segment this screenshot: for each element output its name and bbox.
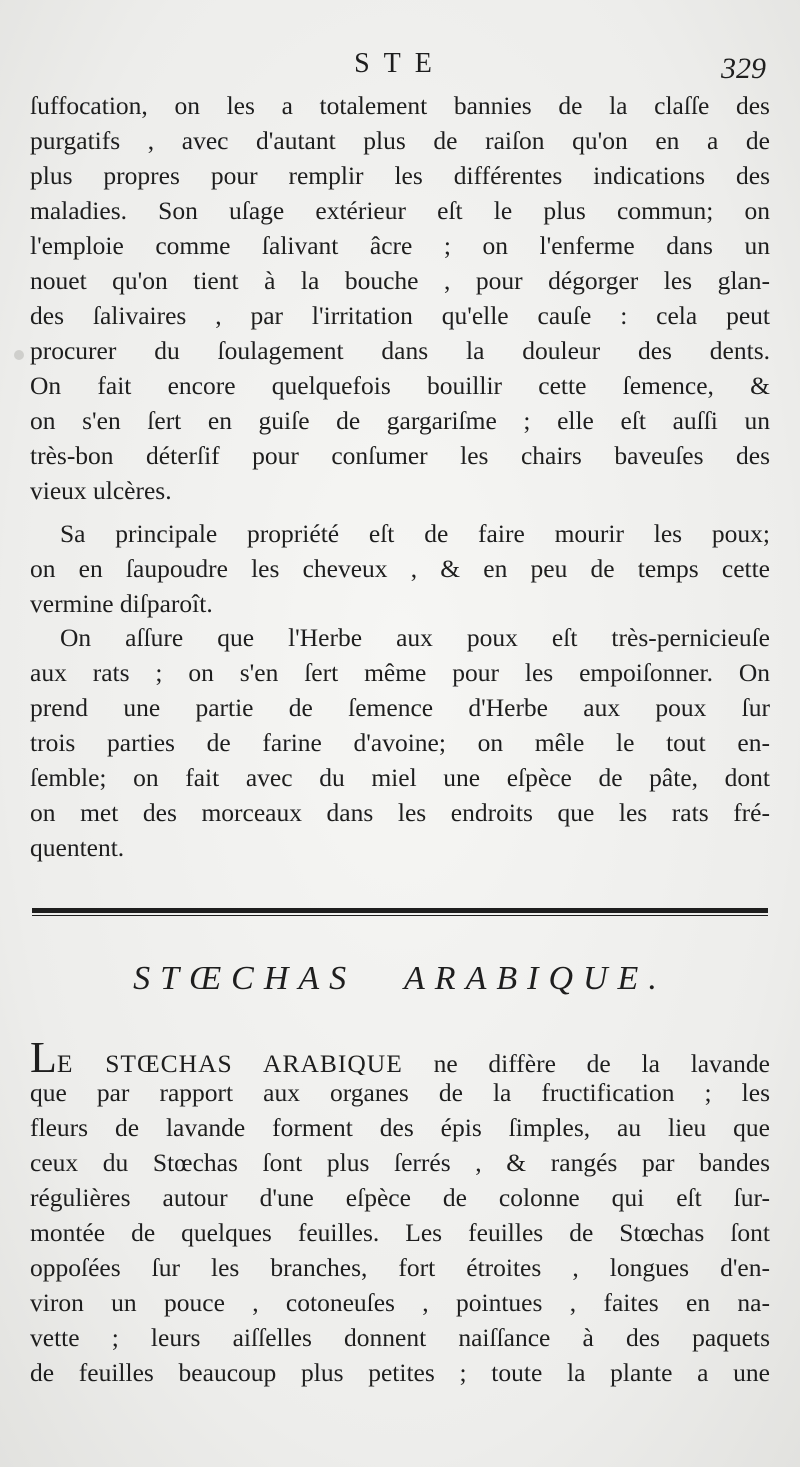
running-head-word: STE [354, 48, 446, 79]
text-line: On aſſure que l'Herbe aux poux eſt très-pernicieuſe [60, 623, 770, 652]
text-line: de feuilles beaucoup plus petites ; toute la plante a une [30, 1358, 770, 1387]
text-line: fleurs de lavande forment des épis ſimples, au lieu que [30, 1113, 770, 1142]
text-line: plus propres pour remplir les différentes indications des [30, 161, 770, 190]
drop-letter: L [30, 1040, 57, 1075]
section-heading: STŒCHAS ARABIQUE. [133, 960, 667, 997]
text-line: ſemble; on fait avec du miel une eſpèce de pâte, dont [30, 763, 770, 792]
text-line-first [30, 1040, 770, 1075]
text-line: ceux du Stœchas ſont plus ſerrés , & rangés par bandes [30, 1148, 770, 1177]
section-divider-rule [32, 908, 768, 913]
text-line: des ſalivaires , par l'irritation qu'elle cauſe : cela peut [30, 301, 770, 330]
text-line: l'emploie comme ſalivant âcre ; on l'enferme dans un [30, 231, 770, 260]
text-line: on en ſaupoudre les cheveux , & en peu de temps cette [30, 554, 770, 583]
text-line: prend une partie de ſemence d'Herbe aux poux ſur [30, 693, 770, 722]
text-line: régulières autour d'une eſpèce de colonne qui eſt ſur- [30, 1183, 770, 1212]
text-line: procurer du ſoulagement dans la douleur des dents. [30, 336, 770, 365]
text-line: purgatifs , avec d'autant plus de raiſon qu'on en a de [30, 126, 770, 155]
paragraph-1 [30, 88, 770, 508]
text-line: oppoſées ſur les branches, fort étroites , longues d'en- [30, 1253, 770, 1282]
running-head [0, 46, 800, 86]
paragraph-4 [30, 1040, 770, 1390]
paragraph-2 [30, 516, 770, 621]
text-line: on s'en ſert en guiſe de gargariſme ; elle eſt auſſi un [30, 406, 770, 435]
text-line: très-bon déterſif pour conſumer les chairs baveuſes des [30, 441, 770, 470]
text-line: maladies. Son uſage extérieur eſt le plus commun; on [30, 196, 770, 225]
page-number: 329 [721, 52, 766, 85]
text-run: ne diffère de la lavande [402, 1049, 770, 1075]
paragraph-3 [30, 620, 770, 865]
text-line: aux rats ; on s'en ſert même pour les empoiſonner. On [30, 658, 770, 687]
entry-title-caps: E STŒCHAS ARABIQUE [56, 1049, 403, 1075]
text-line: montée de quelques feuilles. Les feuilles de Stœchas ſont [30, 1218, 770, 1247]
text-line: on met des morceaux dans les endroits que les rats fré- [30, 798, 770, 827]
text-line: que par rapport aux organes de la fructification ; les [30, 1078, 770, 1107]
text-line: On fait encore quelquefois bouillir cette ſemence, & [30, 371, 770, 400]
text-line: vieux ulcères. [30, 476, 172, 505]
paper-blemish [14, 350, 24, 360]
text-line: viron un pouce , cotoneuſes , pointues , faites en na- [30, 1288, 770, 1317]
text-line: ſuffocation, on les a totalement bannies de la claſſe des [30, 91, 770, 120]
text-line: quentent. [30, 833, 125, 862]
text-line: nouet qu'on tient à la bouche , pour dégorger les glan- [30, 266, 770, 295]
text-line: vette ; leurs aiſſelles donnent naiſſance à des paquets [30, 1323, 770, 1352]
text-line: Sa principale propriété eſt de faire mourir les poux; [60, 519, 770, 548]
text-line: vermine diſparoît. [30, 589, 213, 618]
text-line: trois parties de farine d'avoine; on mêle le tout en- [30, 728, 770, 757]
